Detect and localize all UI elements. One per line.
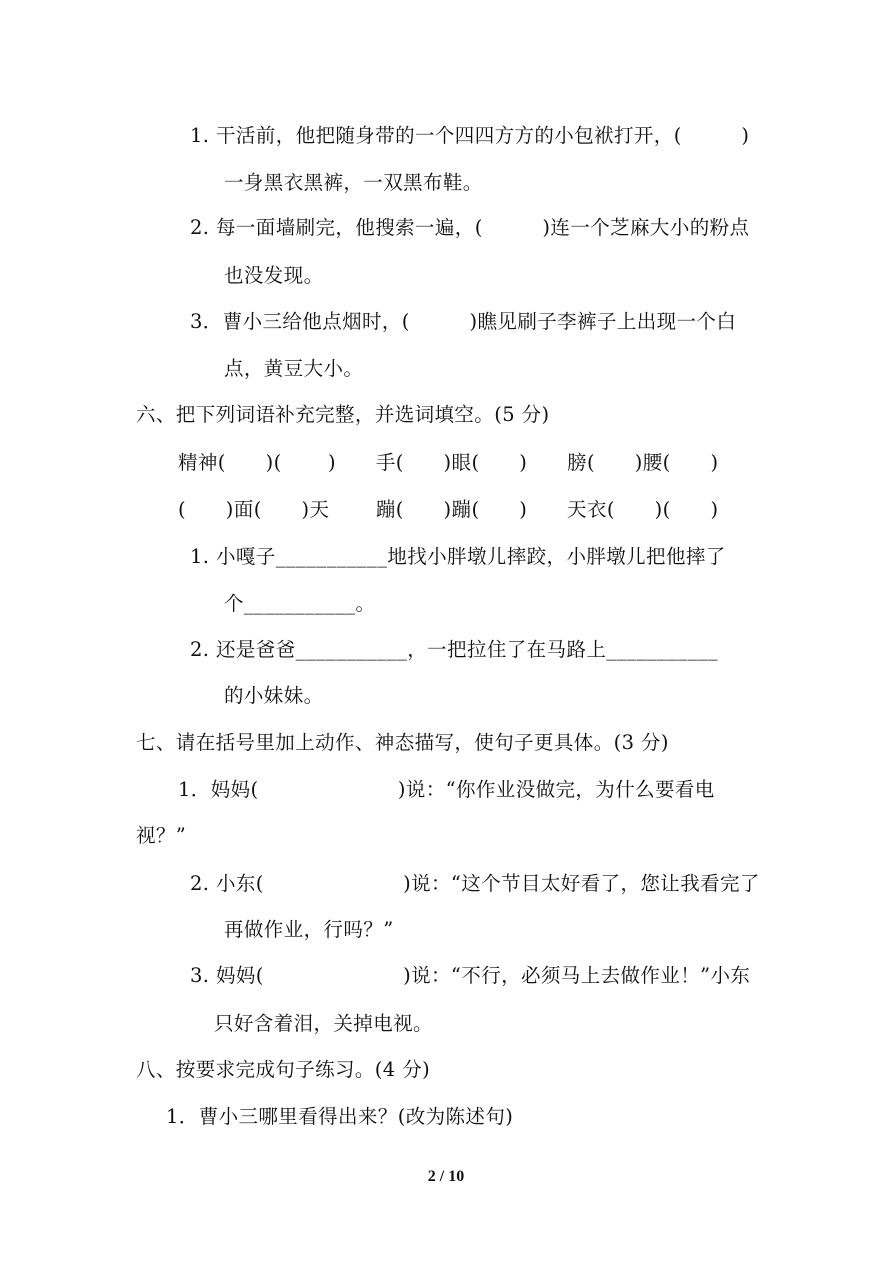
q5-item2-line2: 也没发现。 (224, 264, 324, 287)
section7-heading: 七、请在括号里加上动作、神态描写，使句子更具体。(3 分) (136, 731, 669, 754)
q5-item3-line1: 3．曹小三给他点烟时，( )瞧见刷子李裤子上出现一个白 (190, 310, 737, 333)
section7-item2-line2: 再做作业，行吗？” (224, 918, 394, 941)
section7-item3-line1: 3. 妈妈( )说：“不行，必须马上去做作业！”小东 (190, 964, 751, 987)
q5-item3-line2: 点，黄豆大小。 (224, 357, 364, 380)
section6-item2-line1: 2. 还是爸爸___________，一把拉住了在马路上___________ (190, 638, 718, 661)
section7-item2-line1: 2. 小东( )说：“这个节目太好看了，您让我看完了 (190, 872, 760, 895)
section6-item2-line2: 的小妹妹。 (224, 684, 324, 707)
q5-item1-line2: 一身黑衣黑裤，一双黑布鞋。 (224, 171, 483, 194)
section6-heading: 六、把下列词语补充完整，并选词填空。(5 分) (136, 403, 550, 426)
section6-item1-line2: 个___________。 (224, 592, 376, 615)
section6-words-row2: ( )面( )天 蹦( )蹦( ) 天衣( )( ) (178, 498, 719, 521)
section7-item3-line2: 只好含着泪，关掉电视。 (214, 1012, 433, 1035)
q5-item2-line1: 2. 每一面墙刷完，他搜索一遍，( )连一个芝麻大小的粉点 (190, 216, 750, 239)
section6-item1-line1: 1. 小嘎子___________地找小胖墩儿摔跤，小胖墩儿把他摔了 (190, 545, 726, 568)
section7-item1-line1: 1．妈妈( )说：“你作业没做完，为什么要看电 (178, 778, 715, 801)
section8-item1: 1．曹小三哪里看得出来？(改为陈述句) (166, 1105, 514, 1128)
section7-item1-line2: 视？” (136, 824, 187, 847)
section6-words-row1: 精神( )( ) 手( )眼( ) 膀( )腰( ) (178, 451, 719, 474)
section8-heading: 八、按要求完成句子练习。(4 分) (136, 1058, 431, 1081)
q5-item1-line1: 1. 干活前，他把随身带的一个四四方方的小包袱打开，( ) (190, 124, 750, 147)
page-number: 2 / 10 (427, 1168, 465, 1185)
